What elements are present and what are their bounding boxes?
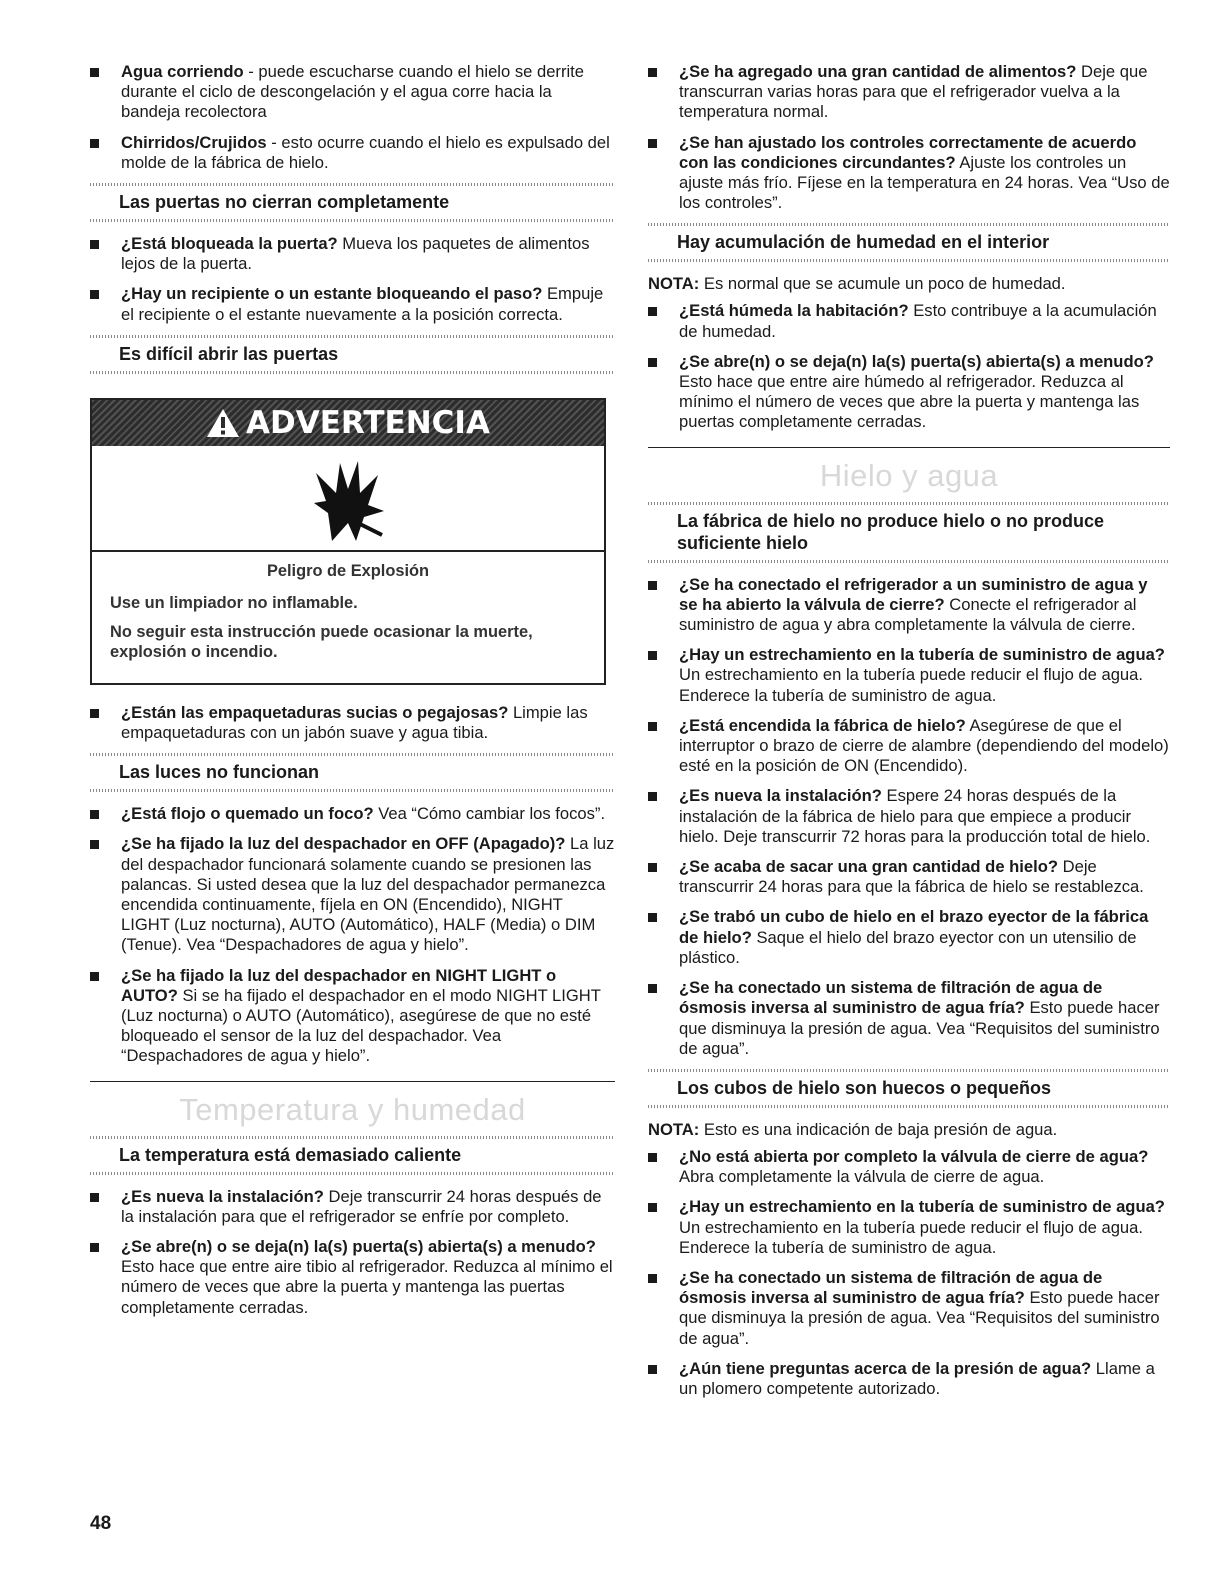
list-item	[648, 978, 1170, 1059]
item-question: ¿Se ha fijado la luz del despachador en OFF (Apagado)?	[121, 834, 566, 854]
list-item	[90, 966, 615, 1067]
note-label: NOTA:	[648, 274, 700, 294]
list-item	[648, 786, 1170, 847]
item-question: ¿Se ha conectado el refrigerador a un suministro de agua y se ha abierto la válvula de cierre?	[679, 574, 1148, 614]
lights-list	[90, 804, 615, 1066]
item-question: ¿Se abre(n) o se deja(n) la(s) puerta(s) abierta(s) a menudo?	[679, 351, 1154, 371]
noise-list	[90, 62, 615, 173]
left-column	[90, 62, 615, 1328]
item-question: ¿Hay un estrechamiento en la tubería de suministro de agua?	[679, 1197, 1165, 1217]
item-text: Esto puede hacer que disminuya la presión de agua. Vea “Requisitos del suministro de agua”.	[679, 998, 1160, 1058]
item-text: Si se ha fijado el despachador en el modo NIGHT LIGHT (Luz nocturna) o AUTO (Automático), asegúrese de que no esté bloqueado el sensor de la luz del despachador. Vea “Despachadores de agua y hielo”.	[121, 985, 601, 1066]
item-question: Agua corriendo	[121, 62, 244, 81]
item-question: ¿Se trabó un cubo de hielo en el brazo eyector de la fábrica de hielo?	[679, 907, 1149, 947]
warm-cont-list	[648, 62, 1170, 213]
item-text: Esto contribuye a la acumulación de humedad.	[679, 301, 1157, 341]
warning-header-text: ADVERTENCIA	[246, 404, 490, 441]
item-question: ¿Se ha fijado la luz del despachador en NIGHT LIGHT o AUTO?	[121, 965, 557, 1005]
item-question: ¿Es nueva la instalación?	[679, 786, 882, 806]
gaskets-list	[90, 703, 615, 743]
explosion-icon	[92, 446, 604, 552]
note-text: Esto es una indicación de baja presión de agua.	[699, 1119, 1058, 1139]
heading-doors-not-closing: Las puertas no cierran completamente	[90, 183, 615, 222]
warm-list	[90, 1187, 615, 1318]
item-text: Deje que transcurran varias horas para que el refrigerador vuelva a la temperatura normal.	[679, 62, 1148, 122]
item-text: - puede escucharse cuando el hielo se derrite durante el ciclo de descongelación y el agua corre hacia la bandeja recolectora	[121, 62, 585, 122]
item-text: Saque el hielo del brazo eyector con un utensilio de plástico.	[679, 927, 1137, 967]
item-text: Esto puede hacer que disminuya la presión de agua. Vea “Requisitos del suministro de agua”.	[679, 1288, 1160, 1348]
item-question: ¿Están las empaquetaduras sucias o pegajosas?	[121, 702, 509, 722]
item-text: Deje transcurrir 24 horas para que la fábrica de hielo se restablezca.	[679, 857, 1144, 897]
heading-moisture: Hay acumulación de humedad en el interior	[648, 223, 1170, 262]
item-question: ¿Se abre(n) o se deja(n) la(s) puerta(s) abierta(s) a menudo?	[121, 1237, 596, 1257]
list-item	[648, 907, 1170, 968]
item-text: Un estrechamiento en la tubería puede reducir el flujo de agua. Enderece la tubería de suministro de agua.	[679, 1217, 1144, 1257]
list-item	[90, 834, 615, 955]
item-text: Espere 24 horas después de la instalación de la fábrica de hielo para que empiece a producir hielo. Deje transcurrir 72 horas para la producción total de hielo.	[679, 786, 1151, 846]
item-text: Conecte el refrigerador al suministro de agua y abra completamente la válvula de cierre.	[679, 594, 1137, 635]
list-item	[648, 352, 1170, 433]
warning-line-2: No seguir esta instrucción puede ocasionar la muerte, explosión o incendio.	[110, 622, 533, 661]
item-question: ¿Aún tiene preguntas acerca de la presión de agua?	[679, 1358, 1092, 1378]
warning-box	[90, 398, 606, 685]
item-question: ¿Se ha conectado un sistema de filtración de agua de ósmosis inversa al suministro de agua fría?	[679, 978, 1103, 1018]
item-text: Ajuste los controles un ajuste más frío. Fíjese en la temperatura en 24 horas. Vea “Uso de los controles”.	[679, 152, 1170, 213]
item-text: Abra completamente la válvula de cierre de agua.	[679, 1167, 1045, 1187]
warning-header	[92, 400, 604, 446]
item-question: ¿Está flojo o quemado un foco?	[121, 804, 374, 824]
list-item	[648, 716, 1170, 777]
item-text: La luz del despachador funcionará solamente cuando se presionen las palancas. Si usted desea que la luz del despachador permanezca encendida continuamente, fíjela en ON (Encendido), NIGHT LIGHT (Luz nocturna), AUTO (Automático), HALF (Media) o DIM (Tenue). Vea “Despachadores de agua y hielo”.	[121, 834, 615, 955]
list-item	[648, 62, 1170, 123]
item-text: Mueva los paquetes de alimentos lejos de la puerta.	[121, 234, 590, 274]
item-question: ¿Hay un estrechamiento en la tubería de suministro de agua?	[679, 645, 1165, 665]
item-question: ¿No está abierta por completo la válvula de cierre de agua?	[679, 1146, 1149, 1166]
list-item	[648, 1359, 1170, 1399]
item-question: ¿Es nueva la instalación?	[121, 1186, 324, 1206]
list-item	[90, 1187, 615, 1227]
list-item	[90, 234, 615, 274]
cubes-note	[648, 1120, 1170, 1140]
list-item	[90, 133, 615, 173]
list-item	[648, 133, 1170, 214]
item-question: ¿Se han ajustado los controles correctamente de acuerdo con las condiciones circundantes?	[679, 132, 1137, 172]
list-item	[90, 703, 615, 743]
list-item	[90, 1237, 615, 1318]
item-text: Limpie las empaquetaduras con un jabón suave y agua tibia.	[121, 702, 588, 743]
right-column	[648, 62, 1170, 1409]
warning-line-1: Use un limpiador no inflamable.	[110, 593, 358, 612]
heading-too-warm: La temperatura está demasiado caliente	[90, 1136, 615, 1175]
item-text: Esto hace que entre aire húmedo al refrigerador. Reduzca al mínimo el número de veces que abre la puerta y mantenga las puertas completamente cerradas.	[679, 372, 1140, 432]
list-item	[90, 62, 615, 123]
heading-doors-hard-to-open: Es difícil abrir las puertas	[90, 335, 615, 374]
list-item	[648, 575, 1170, 636]
doors-list	[90, 234, 615, 325]
list-item	[90, 804, 615, 824]
item-question: ¿Está encendida la fábrica de hielo?	[679, 715, 966, 735]
item-text: Llame a un plomero competente autorizado.	[679, 1358, 1155, 1398]
item-text: - esto ocurre cuando el hielo es expulsado del molde de la fábrica de hielo.	[121, 132, 610, 172]
cubes-list	[648, 1147, 1170, 1399]
note-text: Es normal que se acumule un poco de humedad.	[699, 274, 1066, 294]
item-text: Vea “Cómo cambiar los focos”.	[373, 804, 606, 824]
item-text: Esto hace que entre aire tibio al refrigerador. Reduzca al mínimo el número de veces que abre la puerta y mantenga las puertas completamente cerradas.	[121, 1257, 613, 1317]
heading-ice-cubes: Los cubos de hielo son huecos o pequeños	[648, 1069, 1170, 1108]
warning-title: Peligro de Explosión	[266, 561, 430, 580]
section-title-ice-water: Hielo y agua	[648, 447, 1170, 494]
list-item	[648, 301, 1170, 341]
list-item	[648, 645, 1170, 706]
ice-list	[648, 575, 1170, 1059]
moisture-list	[648, 301, 1170, 432]
item-question: ¿Hay un recipiente o un estante bloqueando el paso?	[121, 284, 543, 304]
warning-text	[92, 552, 604, 683]
heading-lights: Las luces no funcionan	[90, 753, 615, 792]
list-item	[648, 857, 1170, 897]
list-item	[648, 1268, 1170, 1349]
page-number: 48	[90, 1513, 112, 1534]
item-text: Un estrechamiento en la tubería puede reducir el flujo de agua. Enderece la tubería de suministro de agua.	[679, 665, 1144, 705]
item-question: ¿Se ha agregado una gran cantidad de alimentos?	[679, 62, 1077, 81]
item-question: Chirridos/Crujidos	[121, 132, 267, 152]
note-label: NOTA:	[648, 1119, 700, 1139]
item-question: ¿Se acaba de sacar una gran cantidad de hielo?	[679, 857, 1059, 877]
list-item	[648, 1197, 1170, 1258]
list-item	[90, 284, 615, 324]
heading-ice-maker: La fábrica de hielo no produce hielo o no produce suficiente hielo	[648, 502, 1170, 563]
item-question: ¿Está bloqueada la puerta?	[121, 234, 338, 254]
item-question: ¿Está húmeda la habitación?	[679, 301, 909, 321]
item-question: ¿Se ha conectado un sistema de filtración de agua de ósmosis inversa al suministro de agua fría?	[679, 1267, 1103, 1308]
item-text: Empuje el recipiente o el estante nuevamente a la posición correcta.	[121, 284, 604, 324]
item-text: Deje transcurrir 24 horas después de la instalación para que el refrigerador se enfríe por completo.	[121, 1186, 602, 1226]
moisture-note	[648, 274, 1170, 294]
section-title-temperature: Temperatura y humedad	[90, 1081, 615, 1128]
list-item	[648, 1147, 1170, 1187]
warning-triangle-icon	[206, 408, 240, 438]
item-text: Asegúrese de que el interruptor o brazo de cierre de alambre (dependiendo del modelo) esté en la posición de ON (Encendido).	[679, 715, 1169, 776]
